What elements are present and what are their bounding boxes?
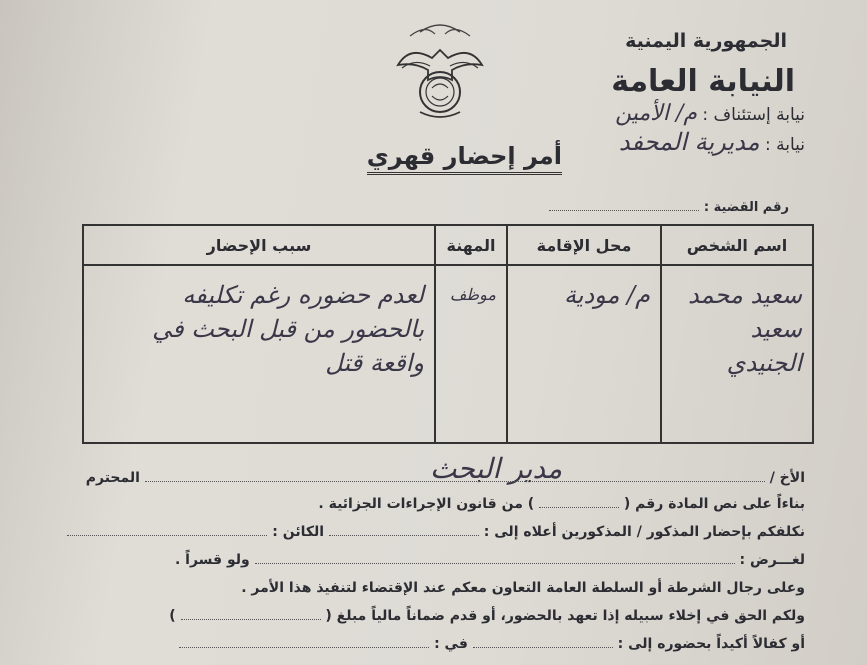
appeal-value: م/ الأمين [615,101,697,126]
release-text: ولكم الحق في إخلاء سبيله إذا تعهد بالحضور، أو قدم ضماناً مالياً مبلغ ( [325,608,805,624]
article-prefix: بناءاً على نص المادة رقم ( [623,496,805,512]
col-residence: محل الإقامة [507,225,661,265]
police-line: وعلى رجال الشرطة أو السلطة العامة التعاون معكم عند الإقتضاء لتنفيذ هذا الأمر . [241,580,805,596]
table-row [83,265,813,443]
article-blank [539,497,619,508]
guarantor-label: أو كفالاً أكيداً بحضوره إلى : [617,636,805,652]
article-line [318,496,805,512]
even-force-label: ولو قسراً . [174,552,250,568]
addressee-handwritten: مدير البحث [430,452,563,485]
assign-label: نكلفكم بإحضار المذكور / المذكورين أعلاه إلى : [483,524,805,540]
purpose-line [175,552,805,568]
case-number-row [549,200,789,215]
addressee-label: الأخ / [769,470,805,486]
persons-table [82,224,814,444]
yemen-eagle-emblem-icon [390,10,490,125]
col-profession: المهنة [435,225,507,265]
release-line: ولكم الحق في إخلاء سبيله إذا تعهد بالحضور، أو قدم ضماناً مالياً مبلغ ( ) [169,608,805,624]
respected-label: المحترم [85,470,140,486]
table-header-row [83,225,813,265]
case-number-label: رقم القضية : [703,200,789,215]
col-name: اسم الشخص [661,225,813,265]
in-label: في : [434,636,468,652]
document-title: أمر إحضار قهري [367,142,562,175]
guarantor-line [179,636,805,652]
purpose-blank [255,553,735,564]
addressee-line [86,470,805,486]
agency-name: النيابة العامة [611,64,795,99]
purpose-label: لغـــرض : [739,552,805,568]
prosecution-value: مديرية المحفد [618,128,760,156]
appeal-line [615,101,805,126]
addressee-blank [145,471,765,482]
cell-profession: موظف [435,265,507,443]
cell-reason: لعدم حضوره رغم تكليفه بالحضور من قبل البحث في واقعة قتل [83,265,435,443]
case-number-blank [549,200,699,211]
prosecution-line [619,128,805,156]
republic-label: الجمهورية اليمنية [625,30,787,52]
assign-blank [329,525,479,536]
cell-residence: م/ مودية [507,265,661,443]
located-label: الكائن : [272,524,325,540]
cell-name: سعيد محمد سعيد الجنيدي [661,265,813,443]
appeal-prefix: نيابة إستئناف : [702,105,805,125]
prosecution-prefix: نيابة : [764,135,805,155]
release-blank [181,609,321,620]
in-blank [179,637,429,648]
guarantor-blank [473,637,613,648]
located-blank [67,525,267,536]
article-suffix: ) من قانون الإجراءات الجزائية . [318,496,535,512]
assign-line [67,524,805,540]
col-reason: سبب الإحضار [83,225,435,265]
